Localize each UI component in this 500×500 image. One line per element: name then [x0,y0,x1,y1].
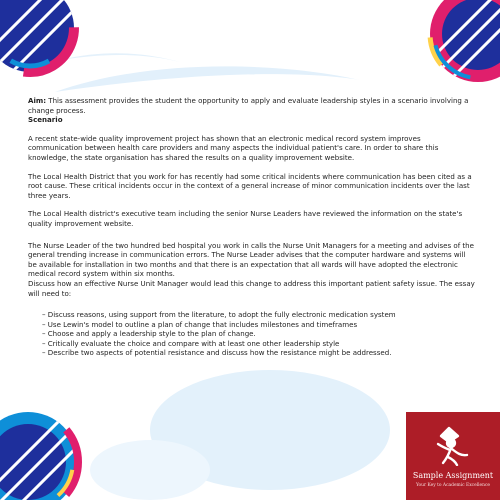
aim-text: This assessment provides the student the opportunity to apply and evaluate leadership styles in a scenario involving a change process. [28,96,469,115]
decorative-circle-top-right [420,0,500,90]
scenario-paragraph-4: The Nurse Leader of the two hundred bed hospital you work in calls the Nurse Unit Managers for a meeting and advises of the general trending increase in communication errors. The Nurse Leader advises that the computer hardware and systems will be available for installation in two months and that there is an expectation that all wards will have adopted the electronic medical record system within six months. [28,240,474,279]
brand-name: Sample Assignment [412,471,494,480]
assessment-document [28,96,476,358]
scenario-paragraph-3: The Local Health district's executive team including the senior Nurse Leaders have reviewed the information on the state's quality improvement website. [28,209,463,228]
list-item: – Choose and apply a leadership style to the plan of change. [42,329,476,339]
list-item: – Use Lewin's model to outline a plan of change that includes milestones and timeframes [42,320,476,330]
graduate-figure-icon [435,422,471,466]
decorative-circle-top-left [0,0,80,80]
brand-badge [406,412,500,500]
aim-label: Aim: [28,96,47,105]
essay-instruction: Discuss how an effective Nurse Unit Manager would lead this change to address this important patient safety issue. The essay will need to: [28,278,475,298]
list-item: – Discuss reasons, using support from the literature, to adopt the fully electronic medication system [42,310,476,320]
list-item: – Critically evaluate the choice and compare with at least one other leadership style [42,339,476,349]
list-item: – Describe two aspects of potential resistance and discuss how the resistance might be addressed. [42,348,476,358]
requirements-list [42,310,476,358]
brand-tagline: Your Key to Academic Excellence [415,483,491,488]
aim-paragraph [28,96,476,115]
scenario-heading: Scenario [28,115,63,125]
decorative-circle-bottom-left [0,400,90,500]
scenario-paragraph-1: A recent state-wide quality improvement project has shown that an electronic medical record system improves communication between health care providers and many aspects the individual patient's care. In order to share this knowledge, the state organisation has shared the results on a quality improvement website. [28,133,439,162]
scenario-paragraph-2: The Local Health District that you work for has recently had some critical incidents where communication has been cited as a root cause. These critical incidents occur in the context of a general increase of minor communication incidents over the last three years. [28,171,472,200]
